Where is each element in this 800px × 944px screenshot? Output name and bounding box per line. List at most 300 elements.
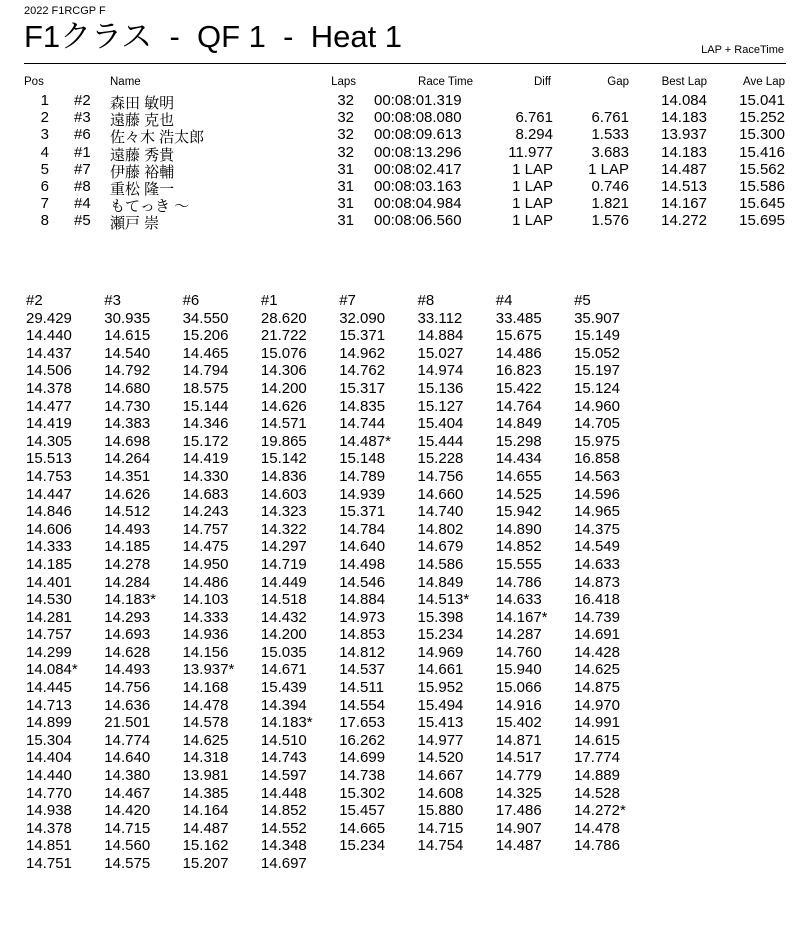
results-cell-pos: 8	[40, 212, 49, 230]
lap-time: 15.302	[339, 784, 386, 802]
lap-time: 14.628	[104, 643, 151, 661]
lap-time: 14.835	[339, 397, 386, 415]
lap-time: 14.287	[495, 626, 542, 644]
lap-time: 14.660	[417, 485, 464, 503]
lap-time: 14.448	[260, 784, 307, 802]
lap-time: 34.550	[182, 309, 229, 327]
lap-time: 15.940	[495, 661, 542, 679]
results-cell-time: 00:08:08.080	[374, 109, 462, 127]
lap-column	[339, 292, 417, 855]
results-cell-diff: 6.761	[515, 109, 553, 127]
lap-time: 14.698	[104, 432, 151, 450]
lap-time: 14.306	[260, 362, 307, 380]
lap-time: 21.722	[260, 327, 307, 345]
lap-time: 14.774	[104, 731, 151, 749]
lap-time: 14.511	[339, 679, 384, 697]
results-cell-name: 遠藤 克也	[110, 112, 175, 130]
lap-time: 15.942	[495, 503, 542, 521]
lap-time: 14.293	[104, 608, 151, 626]
lap-time: 14.786	[495, 573, 542, 591]
lap-time: 15.975	[574, 432, 620, 450]
results-cell-name: もてっき ～	[110, 198, 190, 216]
results-cell-diff: 1 LAP	[512, 195, 553, 213]
lap-time: 14.432	[260, 608, 307, 626]
lap-time: 15.413	[417, 714, 464, 732]
lap-time: 14.486	[495, 344, 542, 362]
lap-time: 14.680	[104, 379, 151, 397]
lap-column	[418, 292, 496, 855]
lap-time: 14.754	[417, 837, 464, 855]
lap-time: 14.851	[26, 837, 72, 855]
results-cell-num: #5	[74, 212, 91, 230]
lap-time: 14.939	[339, 485, 386, 503]
lap-time: 14.493	[104, 520, 151, 538]
results-cell-ave: 15.645	[739, 195, 785, 213]
lap-time: 14.401	[26, 573, 72, 591]
lap-time: 15.035	[260, 643, 307, 661]
results-cell-diff: 8.294	[515, 126, 553, 144]
results-header-gap: Gap	[607, 76, 629, 88]
lap-time: 15.675	[495, 327, 542, 345]
lap-time: 14.936	[182, 626, 229, 644]
lap-time: 15.228	[417, 450, 464, 468]
results-cell-name: 遠藤 秀貴	[110, 146, 175, 164]
lap-time: 15.439	[260, 679, 307, 697]
lap-time: 35.907	[574, 309, 620, 327]
results-header-ave: Ave Lap	[743, 76, 785, 88]
lap-time: 14.757	[26, 626, 72, 644]
lap-time: 15.513	[26, 450, 72, 468]
lap-time: 14.560	[104, 837, 151, 855]
lap-time: 14.715	[104, 819, 151, 837]
results-cell-ave: 15.300	[739, 126, 785, 144]
results-header-laps: Laps	[331, 76, 356, 88]
lap-time: 15.144	[182, 397, 229, 415]
lap-time: 14.512	[104, 503, 151, 521]
lap-time: 14.404	[26, 749, 72, 767]
lap-time: 14.299	[26, 643, 72, 661]
lap-time: 14.679	[417, 538, 464, 556]
lap-time: 14.578	[182, 714, 229, 732]
lap-time: 14.383	[104, 415, 151, 433]
lap-time: 14.739	[574, 608, 620, 626]
lap-time: 14.802	[417, 520, 464, 538]
lap-time: 14.528	[574, 784, 620, 802]
results-cell-laps: 32	[337, 126, 354, 144]
results-header-diff: Diff	[533, 76, 551, 88]
lap-time: 15.162	[182, 837, 229, 855]
results-cell-laps: 32	[337, 92, 354, 109]
lap-time: 14.510	[260, 731, 307, 749]
results-cell-pos: 2	[40, 109, 49, 127]
lap-time: 14.667	[417, 767, 464, 785]
lap-time: 14.272*	[574, 802, 626, 820]
lap-time: 14.297	[260, 538, 307, 556]
results-cell-gap: 1 LAP	[588, 160, 629, 178]
lap-time: 14.705	[574, 415, 620, 433]
lap-time: 14.916	[495, 696, 542, 714]
lap-time: 16.858	[574, 450, 620, 468]
lap-time: 15.422	[495, 379, 542, 397]
lap-time: 14.465	[182, 344, 229, 362]
lap-time: 14.760	[495, 643, 542, 661]
lap-time: 14.789	[339, 467, 386, 485]
lap-time: 19.865	[260, 432, 307, 450]
results-cell-ave: 15.252	[739, 109, 785, 127]
results-cell-gap: 1.576	[591, 212, 629, 230]
lap-time: 14.419	[182, 450, 229, 468]
lap-time: 14.784	[339, 520, 386, 538]
lap-time: 15.206	[182, 327, 229, 345]
lap-time: 14.960	[574, 397, 620, 415]
lap-time: 14.852	[260, 802, 307, 820]
lap-time: 14.683	[182, 485, 229, 503]
lap-time: 14.744	[339, 415, 386, 433]
lap-time: 14.751	[26, 855, 72, 872]
lap-time: 14.719	[260, 555, 307, 573]
lap-time: 14.330	[182, 467, 229, 485]
results-cell-pos: 6	[40, 178, 49, 195]
lap-time: 14.477	[26, 397, 72, 415]
results-cell-best: 14.167	[661, 195, 707, 213]
lap-time: 14.884	[339, 591, 386, 609]
lap-time: 14.699	[339, 749, 386, 767]
lap-time: 14.853	[339, 626, 386, 644]
lap-time: 14.991	[574, 714, 620, 732]
lap-time: 14.938	[26, 802, 72, 820]
lap-time: 15.124	[574, 379, 620, 397]
results-cell-gap: 6.761	[591, 109, 629, 127]
lap-time: 14.183*	[260, 714, 313, 732]
results-cell-best: 14.183	[661, 109, 707, 127]
lap-time: 14.603	[260, 485, 307, 503]
lap-time: 14.852	[495, 538, 542, 556]
results-cell-time: 00:08:03.163	[374, 178, 462, 195]
lap-column	[104, 292, 182, 873]
lap-time: 14.498	[339, 555, 386, 573]
lap-time: 14.478	[574, 819, 620, 837]
lap-time: 14.200	[260, 626, 307, 644]
lap-time: 14.447	[26, 485, 72, 503]
results-cell-best: 14.272	[661, 212, 707, 230]
results-cell-name: 伊藤 裕輔	[110, 163, 175, 181]
lap-time: 14.487*	[339, 432, 391, 450]
results-cell-name: 森田 敏明	[110, 95, 175, 112]
lap-time: 14.738	[339, 767, 386, 785]
lap-time: 14.513*	[417, 591, 470, 609]
results-header-pos: Pos	[24, 76, 44, 88]
lap-time: 14.385	[182, 784, 229, 802]
lap-time: 14.318	[182, 749, 229, 767]
lap-time: 14.625	[182, 731, 229, 749]
results-cell-ave: 15.695	[739, 212, 785, 230]
results-cell-time: 00:08:09.613	[374, 126, 462, 144]
lap-time: 15.066	[495, 679, 542, 697]
lap-time: 14.713	[26, 696, 72, 714]
lap-column-header: #4	[495, 292, 513, 309]
results-cell-laps: 31	[337, 195, 354, 213]
results-cell-time: 00:08:06.560	[374, 212, 462, 230]
lap-time: 14.884	[417, 327, 464, 345]
lap-time: 14.792	[104, 362, 151, 380]
lap-time: 28.620	[260, 309, 307, 327]
lap-time: 15.172	[182, 432, 229, 450]
lap-time: 14.756	[104, 679, 151, 697]
lap-column	[183, 292, 261, 873]
lap-column-header: #3	[104, 292, 121, 309]
results-cell-time: 00:08:04.984	[374, 195, 462, 213]
lap-time: 14.520	[417, 749, 464, 767]
lap-time: 16.418	[574, 591, 620, 609]
lap-time: 14.493	[104, 661, 151, 679]
lap-time: 14.378	[26, 379, 72, 397]
lap-column	[261, 292, 339, 873]
lap-time: 15.149	[574, 327, 620, 345]
lap-time: 14.633	[574, 555, 620, 573]
results-cell-time: 00:08:01.319	[374, 92, 462, 109]
lap-time: 14.305	[26, 432, 72, 450]
results-cell-laps: 32	[337, 143, 354, 161]
results-cell-diff: 1 LAP	[512, 212, 553, 230]
results-cell-num: #4	[74, 195, 91, 213]
lap-time: 14.440	[26, 767, 72, 785]
lap-time: 14.517	[495, 749, 542, 767]
lap-time: 14.486	[182, 573, 229, 591]
lap-time: 14.563	[574, 467, 620, 485]
lap-time: 30.935	[104, 309, 151, 327]
results-cell-pos: 4	[40, 143, 49, 161]
lap-time: 14.753	[26, 467, 72, 485]
lap-time: 14.437	[26, 344, 72, 362]
lap-column-header: #7	[339, 292, 356, 309]
lap-time: 14.185	[26, 555, 72, 573]
lap-time: 14.487	[495, 837, 542, 855]
lap-time: 14.626	[104, 485, 151, 503]
lap-time: 14.697	[260, 855, 307, 872]
lap-time: 15.402	[495, 714, 542, 732]
lap-time: 14.871	[495, 731, 542, 749]
report-type: LAP + RaceTime	[701, 44, 784, 56]
lap-time: 32.090	[339, 309, 386, 327]
lap-time: 14.537	[339, 661, 386, 679]
results-cell-pos: 5	[40, 160, 49, 178]
lap-time: 14.661	[417, 661, 464, 679]
lap-time: 17.653	[339, 714, 386, 732]
results-cell-ave: 15.416	[739, 143, 785, 161]
lap-time: 14.740	[417, 503, 464, 521]
results-cell-time: 00:08:13.296	[374, 143, 462, 161]
lap-time: 14.965	[574, 503, 620, 521]
lap-time: 14.715	[417, 819, 464, 837]
lap-time: 14.185	[104, 538, 151, 556]
lap-time: 14.420	[104, 802, 151, 820]
lap-time: 14.525	[495, 485, 542, 503]
lap-time: 14.281	[26, 608, 72, 626]
results-cell-best: 14.513	[661, 178, 707, 195]
lap-time: 15.371	[339, 503, 386, 521]
results-cell-laps: 32	[337, 109, 354, 127]
lap-time: 14.849	[495, 415, 542, 433]
lap-time: 14.394	[260, 696, 307, 714]
lap-time: 14.889	[574, 767, 620, 785]
lap-time: 14.554	[339, 696, 386, 714]
lap-time: 14.571	[260, 415, 307, 433]
lap-time: 14.375	[574, 520, 620, 538]
lap-time: 14.640	[104, 749, 151, 767]
lap-time: 14.907	[495, 819, 542, 837]
lap-time: 14.846	[26, 503, 72, 521]
lap-time: 14.552	[260, 819, 307, 837]
results-cell-num: #6	[74, 126, 91, 144]
lap-column	[496, 292, 574, 855]
results-header-best: Best Lap	[661, 76, 707, 88]
lap-time: 14.428	[574, 643, 620, 661]
results-cell-gap: 0.746	[591, 178, 629, 195]
lap-time: 18.575	[182, 379, 229, 397]
lap-time: 14.794	[182, 362, 229, 380]
lap-time: 14.549	[574, 538, 620, 556]
lap-column	[26, 292, 104, 873]
lap-time: 16.823	[495, 362, 542, 380]
lap-time: 14.970	[574, 696, 620, 714]
results-cell-diff: 11.977	[508, 143, 553, 161]
results-cell-name: 佐々木 浩太郎	[110, 129, 205, 147]
lap-time: 14.475	[182, 538, 229, 556]
lap-time: 14.487	[182, 819, 229, 837]
results-cell-best: 14.183	[661, 143, 707, 161]
lap-time: 14.633	[495, 591, 542, 609]
lap-time: 14.615	[574, 731, 620, 749]
results-cell-ave: 15.562	[739, 160, 785, 178]
results-cell-gap: 1.821	[591, 195, 629, 213]
lap-time: 14.764	[495, 397, 542, 415]
lap-column-header: #1	[260, 292, 278, 309]
lap-column-header: #6	[182, 292, 200, 309]
lap-time: 14.378	[26, 819, 72, 837]
lap-time: 14.323	[260, 503, 307, 521]
results-cell-laps: 31	[337, 160, 354, 178]
lap-time: 14.346	[182, 415, 229, 433]
lap-time: 33.112	[417, 309, 463, 327]
lap-time: 14.322	[260, 520, 307, 538]
lap-time: 15.052	[574, 344, 620, 362]
lap-time: 14.530	[26, 591, 72, 609]
lap-column-header: #8	[417, 292, 435, 309]
results-cell-laps: 31	[337, 212, 354, 230]
lap-time: 14.419	[26, 415, 72, 433]
lap-time: 15.404	[417, 415, 464, 433]
lap-time: 15.304	[26, 731, 72, 749]
lap-column	[574, 292, 652, 855]
lap-time: 14.615	[104, 327, 151, 345]
lap-time: 14.875	[574, 679, 620, 697]
lap-time: 15.298	[495, 432, 542, 450]
lap-time: 14.351	[104, 467, 151, 485]
lap-time: 14.770	[26, 784, 72, 802]
results-cell-best: 13.937	[661, 126, 707, 144]
lap-time: 14.849	[417, 573, 464, 591]
lap-time: 14.636	[104, 696, 151, 714]
lap-time: 14.812	[339, 643, 386, 661]
lap-time: 14.962	[339, 344, 386, 362]
lap-time: 13.981	[182, 767, 229, 785]
lap-time: 14.167*	[495, 608, 548, 626]
lap-time: 15.142	[260, 450, 307, 468]
lap-time: 15.207	[182, 855, 229, 872]
lap-time: 14.974	[417, 362, 464, 380]
lap-time: 15.398	[417, 608, 464, 626]
lap-time: 14.640	[339, 538, 386, 556]
lap-time: 14.671	[260, 661, 307, 679]
lap-time: 15.457	[339, 802, 386, 820]
lap-time: 14.786	[574, 837, 620, 855]
results-cell-diff: 1 LAP	[512, 160, 553, 178]
lap-time: 14.743	[260, 749, 307, 767]
lap-time: 29.429	[26, 309, 72, 327]
lap-time: 14.597	[260, 767, 307, 785]
results-cell-gap: 3.683	[591, 143, 629, 161]
results-cell-num: #3	[74, 109, 91, 127]
results-cell-ave: 15.586	[739, 178, 785, 195]
lap-time: 15.197	[574, 362, 620, 380]
lap-time: 14.606	[26, 520, 72, 538]
lap-time: 14.950	[182, 555, 229, 573]
lap-time: 14.836	[260, 467, 307, 485]
header-divider	[24, 63, 786, 64]
lap-time: 14.756	[417, 467, 464, 485]
lap-time: 14.333	[182, 608, 229, 626]
results-cell-ave: 15.041	[739, 92, 785, 109]
lap-time: 21.501	[104, 714, 151, 732]
results-cell-pos: 1	[40, 92, 49, 109]
results-cell-gap: 1.533	[591, 126, 629, 144]
lap-time: 14.084*	[26, 661, 78, 679]
lap-time: 15.148	[339, 450, 386, 468]
lap-time: 15.952	[417, 679, 464, 697]
lap-time: 14.586	[417, 555, 464, 573]
lap-column-header: #2	[26, 292, 43, 309]
lap-time: 14.608	[417, 784, 464, 802]
results-cell-num: #2	[74, 92, 91, 109]
lap-time: 14.440	[26, 327, 72, 345]
lap-time: 14.434	[495, 450, 542, 468]
lap-time: 14.467	[104, 784, 151, 802]
lap-time: 14.164	[182, 802, 229, 820]
lap-time: 14.506	[26, 362, 72, 380]
lap-time: 14.596	[574, 485, 620, 503]
lap-time: 15.136	[417, 379, 464, 397]
results-cell-pos: 7	[40, 195, 49, 213]
lap-time: 14.449	[260, 573, 307, 591]
lap-time: 14.575	[104, 855, 151, 872]
lap-time: 14.243	[182, 503, 229, 521]
lap-time: 14.284	[104, 573, 151, 591]
lap-time: 14.665	[339, 819, 386, 837]
lap-time: 14.264	[104, 450, 151, 468]
lap-column-header: #5	[574, 292, 591, 309]
lap-time: 15.494	[417, 696, 464, 714]
lap-time: 15.027	[417, 344, 464, 362]
lap-time: 14.478	[182, 696, 229, 714]
lap-time: 15.444	[417, 432, 464, 450]
lap-time: 14.103	[182, 591, 229, 609]
lap-time: 15.234	[339, 837, 386, 855]
lap-time: 33.485	[495, 309, 542, 327]
lap-time: 14.445	[26, 679, 72, 697]
lap-time: 14.380	[104, 767, 151, 785]
lap-time: 15.317	[339, 379, 386, 397]
results-cell-time: 00:08:02.417	[374, 160, 462, 178]
